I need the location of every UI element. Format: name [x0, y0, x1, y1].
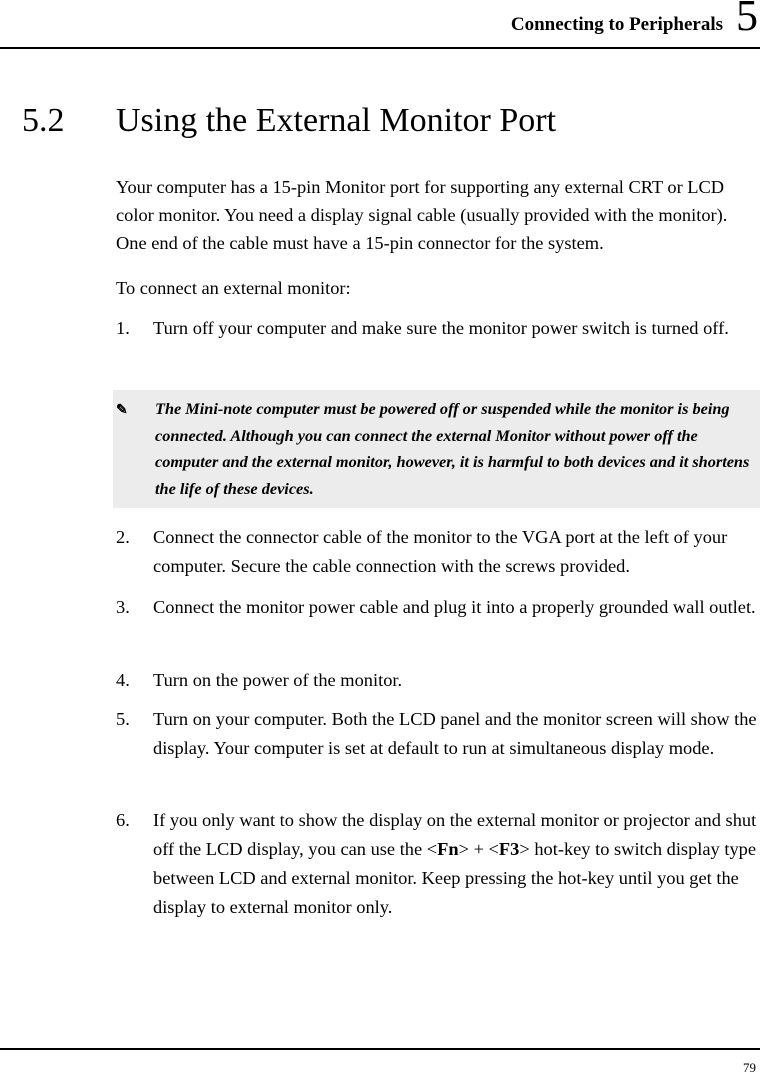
page-header [0, 0, 760, 49]
page-number: 79 [743, 1060, 756, 1075]
key-fn: Fn [437, 839, 459, 859]
step-number: 3. [116, 597, 130, 617]
pencil-icon: ✎ [116, 403, 128, 418]
key-f3: F3 [498, 839, 520, 859]
note-text: The Mini-note computer must be powered off or suspended while the monitor is being connected. Although you can connect the external Monitor without power off the computer and the external monitor, however, it is harmful to both devices and it shortens the life of these devices. [155, 399, 750, 498]
step-number: 1. [116, 318, 130, 338]
intro-paragraph: Your computer has a 15-pin Monitor port for supporting any external CRT or LCD color monitor. You need a display signal cable (usually provided with the monitor). One end of the cable must have a 15-pin connector for the system. [116, 177, 728, 253]
step-text: Connect the connector cable of the monitor to the VGA port at the left of your computer. Secure the cable connection with the screws provided. [153, 527, 728, 576]
step-text: Turn on the power of the monitor. [153, 670, 403, 690]
section-number: 5.2 [22, 102, 65, 139]
step-number: 4. [116, 670, 130, 690]
step-number: 6. [116, 810, 130, 830]
step-text-part: > + < [458, 839, 499, 859]
note-box [113, 390, 760, 508]
step-text: Turn on your computer. Both the LCD panel and the monitor screen will show the display. Your computer is set at default to run at simultaneous display mode. [153, 709, 757, 758]
step-number: 2. [116, 527, 130, 547]
step-text-part: > hot-key to switch display type between LCD and external monitor. Keep pressing the hot-key until you get the display to external monitor only. [153, 839, 757, 917]
step-text [153, 806, 760, 922]
section-title: Using the External Monitor Port [116, 102, 557, 139]
chapter-number: 5 [736, 0, 758, 40]
step-number: 5. [116, 709, 130, 729]
step-text: Turn off your computer and make sure the monitor power switch is turned off. [153, 318, 729, 338]
chapter-title: Connecting to Peripherals [510, 14, 723, 35]
page-footer-rule [0, 1048, 760, 1050]
lead-paragraph: To connect an external monitor: [116, 278, 351, 298]
step-text-part: If you only want to show the display on the external monitor or projector and shut off the LCD display, you can use the < [153, 810, 757, 859]
step-text: Connect the monitor power cable and plug it into a properly grounded wall outlet. [153, 597, 756, 617]
